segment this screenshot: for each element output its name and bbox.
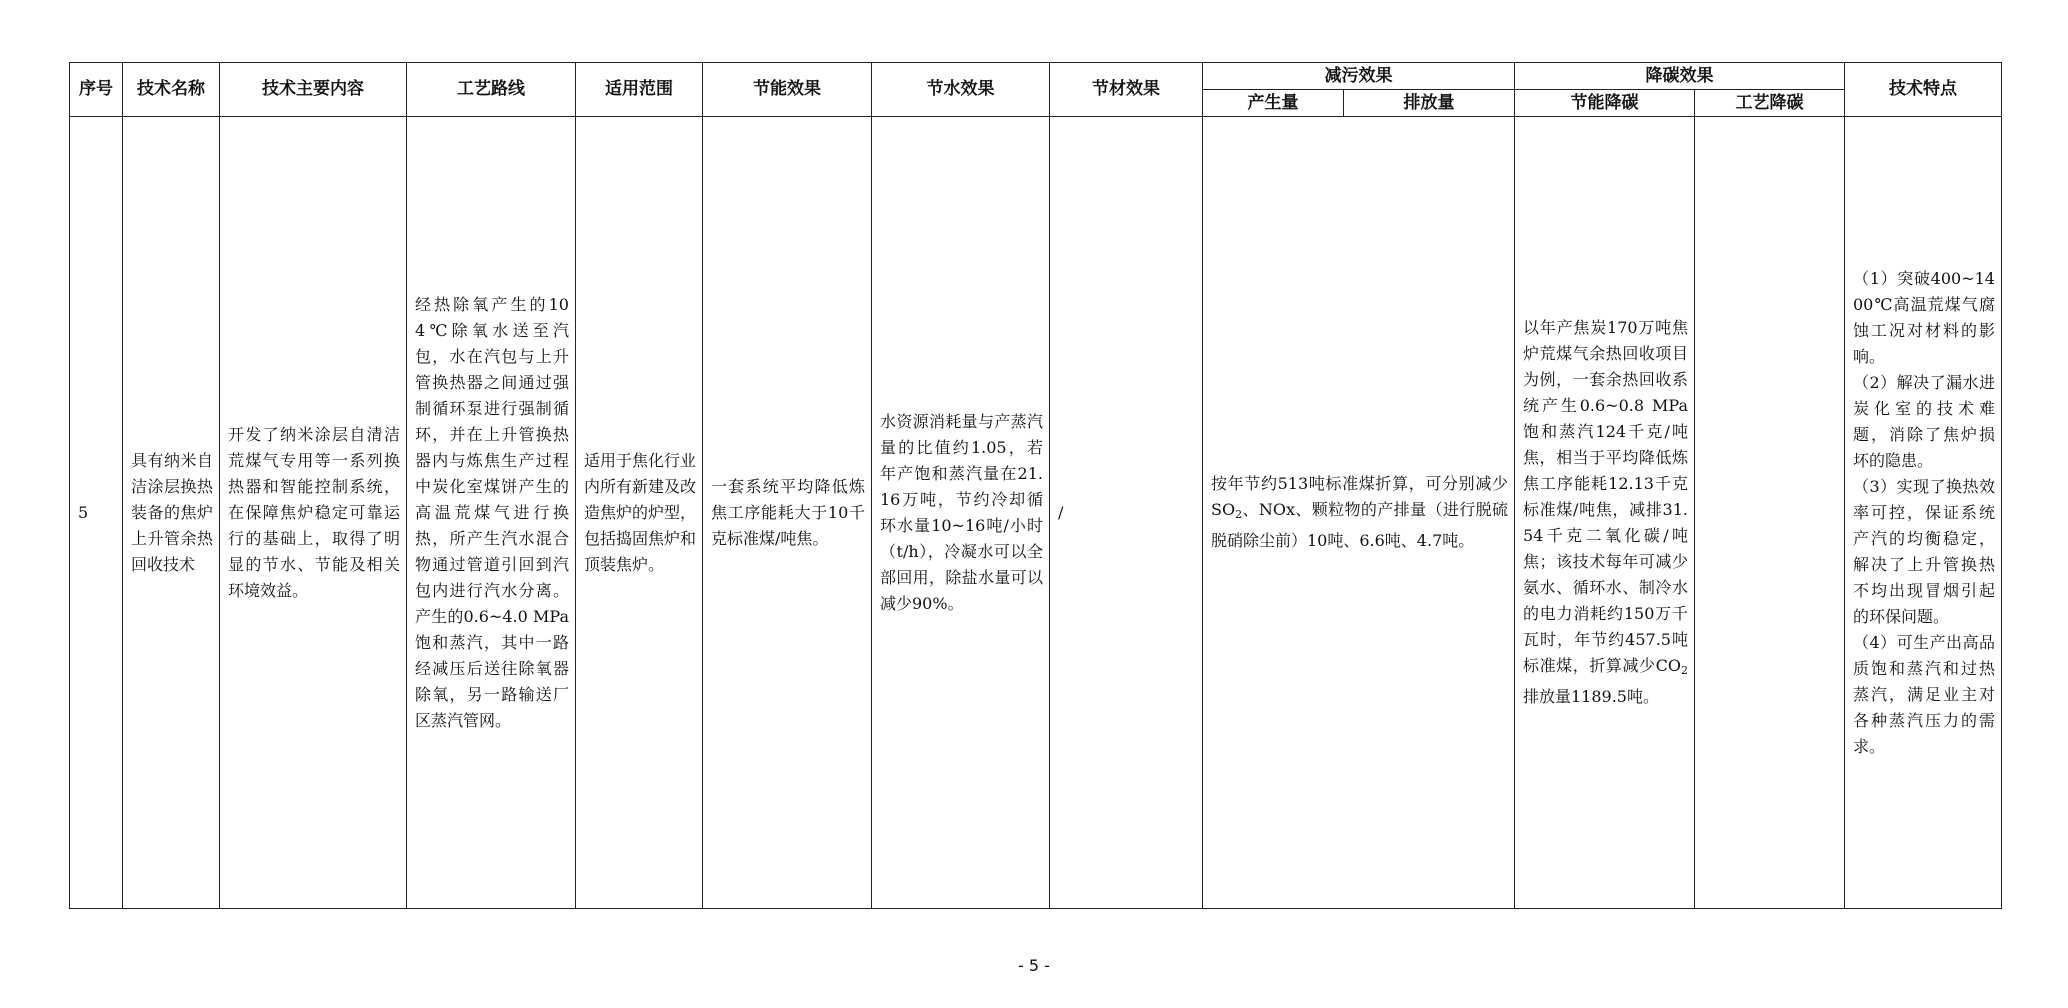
- page-number: - 5 -: [1018, 956, 1050, 975]
- technology-table: [69, 62, 2002, 909]
- header-energy-saving: 节能效果: [703, 63, 872, 117]
- header-water-saving: 节水效果: [872, 63, 1050, 117]
- cell-water-saving: 水资源消耗量与产蒸汽量的比值约1.05，若年产饱和蒸汽量在21.16万吨，节约冷却循环水量10~16吨/小时（t/h），冷凝水可以全部回用，除盐水量可以减少90%。: [872, 117, 1050, 909]
- header-scope: 适用范围: [576, 63, 703, 117]
- carbon-text-part2: 排放量1189.5吨。: [1523, 687, 1659, 706]
- carbon-text-part1: 以年产焦炭170万吨焦炉荒煤气余热回收项目为例，一套余热回收系统产生0.6~0.8 MPa饱和蒸汽124千克/吨焦，相当于平均降低炼焦工序能耗12.13千克标准煤/吨焦，减排31.54千克二氧化碳/吨焦；该技术每年可减少氨水、循环水、制冷水的电力消耗约150万千瓦时，年节约457.5吨标准煤，折算减少CO: [1523, 318, 1688, 675]
- header-pollution-generation: 产生量: [1203, 90, 1344, 117]
- header-material-saving: 节材效果: [1050, 63, 1203, 117]
- header-carbon-energy: 节能降碳: [1515, 90, 1695, 117]
- cell-tech-name: 具有纳米自洁涂层换热装备的焦炉上升管余热回收技术: [123, 117, 220, 909]
- header-tech-name: 技术名称: [123, 63, 220, 117]
- header-carbon-process: 工艺降碳: [1695, 90, 1845, 117]
- cell-seq: 5: [70, 117, 123, 909]
- header-pollution-reduction: 减污效果: [1203, 63, 1515, 90]
- header-main-content: 技术主要内容: [220, 63, 407, 117]
- cell-carbon-process: [1695, 117, 1845, 909]
- cell-scope: 适用于焦化行业内所有新建及改造焦炉的炉型，包括捣固焦炉和顶装焦炉。: [576, 117, 703, 909]
- cell-carbon-energy: [1515, 117, 1695, 909]
- header-process-route: 工艺路线: [407, 63, 576, 117]
- cell-pollution-reduction: [1203, 117, 1515, 909]
- header-seq: 序号: [70, 63, 123, 117]
- header-features: 技术特点: [1845, 63, 2002, 117]
- cell-energy-saving: 一套系统平均降低炼焦工序能耗大于10千克标准煤/吨焦。: [703, 117, 872, 909]
- cell-features: （1）突破400~1400℃高温荒煤气腐蚀工况对材料的影响。 （2）解决了漏水进炭化室的技术难题，消除了焦炉损坏的隐患。 （3）实现了换热效率可控，保证系统产汽的均衡稳定，解决了上升管换热不均出现冒烟引起的环保问题。 （4）可生产出高品质饱和蒸汽和过热蒸汽，满足业主对各种蒸汽压力的需求。: [1845, 117, 2002, 909]
- pollution-text-part1: 按年节约513吨标准煤折算，可分别减少SO: [1211, 474, 1508, 519]
- so2-subscript: 2: [1235, 508, 1243, 521]
- header-pollution-emission: 排放量: [1344, 90, 1515, 117]
- cell-material-saving: /: [1050, 117, 1203, 909]
- header-carbon-reduction: 降碳效果: [1515, 63, 1845, 90]
- cell-process-route: 经热除氧产生的104℃除氧水送至汽包，水在汽包与上升管换热器之间通过强制循环泵进行强制循环，并在上升管换热器内与炼焦生产过程中炭化室煤饼产生的高温荒煤气进行换热，所产生汽水混合物通过管道引回到汽包内进行汽水分离。产生的0.6~4.0 MPa饱和蒸汽，其中一路经减压后送往除氧器除氧，另一路输送厂区蒸汽管网。: [407, 117, 576, 909]
- table-row: [70, 117, 2002, 909]
- co2-subscript: 2: [1681, 664, 1688, 677]
- cell-main-content: 开发了纳米涂层自清洁荒煤气专用等一系列换热器和智能控制系统，在保障焦炉稳定可靠运行的基础上，取得了明显的节水、节能及相关环境效益。: [220, 117, 407, 909]
- pollution-text-part2: 、NOx、颗粒物的产排量（进行脱硫脱硝除尘前）10吨、6.6吨、4.7吨。: [1211, 500, 1508, 550]
